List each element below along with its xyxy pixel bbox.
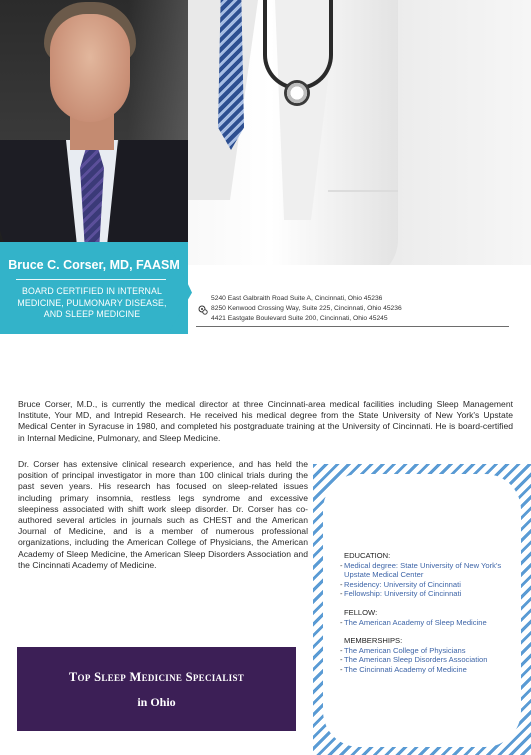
education-item: - Residency: University of Cincinnati bbox=[341, 580, 521, 590]
board-certifications: BOARD CERTIFIED IN INTERNAL MEDICINE, PULMONARY DISEASE, AND SLEEP MEDICINE bbox=[17, 286, 167, 319]
memberships-section bbox=[341, 636, 521, 674]
fellow-heading: FELLOW: bbox=[344, 607, 378, 617]
education-item: - Fellowship: University of Cincinnati bbox=[341, 589, 521, 599]
membership-item: - The Cincinnati Academy of Medicine bbox=[341, 665, 521, 675]
address-line: 5240 East Galbraith Road Suite A, Cincinnati, Ohio 45236 bbox=[211, 295, 383, 302]
name-divider bbox=[16, 279, 166, 280]
address-line: 8250 Kenwood Crossing Way, Suite 225, Cincinnati, Ohio 45236 bbox=[211, 305, 402, 312]
fellow-section bbox=[341, 608, 521, 627]
education-heading: EDUCATION: bbox=[344, 551, 391, 560]
credentials-list bbox=[341, 551, 521, 684]
address-line: 4421 Eastgate Boulevard Suite 200, Cincinnati, Ohio 45245 bbox=[211, 315, 388, 322]
doctor-name: Bruce C. Corser, MD, FAASM bbox=[8, 258, 180, 272]
memberships-heading: MEMBERSHIPS: bbox=[344, 636, 403, 646]
location-pin-icon bbox=[198, 305, 208, 315]
fellow-item: - The American Academy of Sleep Medicine bbox=[341, 618, 521, 628]
office-addresses bbox=[211, 294, 402, 324]
research-paragraph: Dr. Corser has extensive clinical research experience, and has held the position of principal investigator in more than 100 clinical trials during the past seven years. His research has focused on sleep-related issues including primary insomnia, restless legs syndrome and excessive sleepiness associated with shift work sleep disorder. Dr. Corser has co-authored several articles in journals such as CHEST and the American Journal of Medicine, and is a member of numerous professional organizations, including the American College of Physicians, the American Academy of Sleep Medicine, the American Sleep Disorders Association and the Cincinnati Academy of Medicine. bbox=[18, 459, 308, 570]
doctor-coat-photo bbox=[188, 0, 531, 265]
education-section bbox=[341, 551, 521, 599]
specialist-award-box bbox=[17, 647, 296, 731]
address-divider bbox=[196, 326, 509, 327]
specialist-title: Top Sleep Medicine Specialist bbox=[68, 670, 245, 684]
education-item-text: Medical degree: State University of New York's Upstate Medical Center bbox=[344, 560, 502, 580]
membership-item: - The American Sleep Disorders Association bbox=[341, 655, 521, 665]
specialist-region: in Ohio bbox=[137, 695, 176, 709]
bio-paragraph: Bruce Corser, M.D., is currently the medical director at three Cincinnati-area medical facilities including Sleep Management Institute, Your MD, and Intrepid Research. He received his medical degree from the State University of New York's Upstate Medical Center in Syracuse in 1980, and completed his postgraduate training at the University of Cincinnati. He is board-certified in Internal Medicine, Pulmonary, and Sleep Medicine. bbox=[18, 399, 513, 443]
education-item bbox=[341, 561, 521, 580]
membership-item: - The American College of Physicians bbox=[341, 646, 521, 656]
doctor-portrait-photo bbox=[0, 0, 188, 242]
